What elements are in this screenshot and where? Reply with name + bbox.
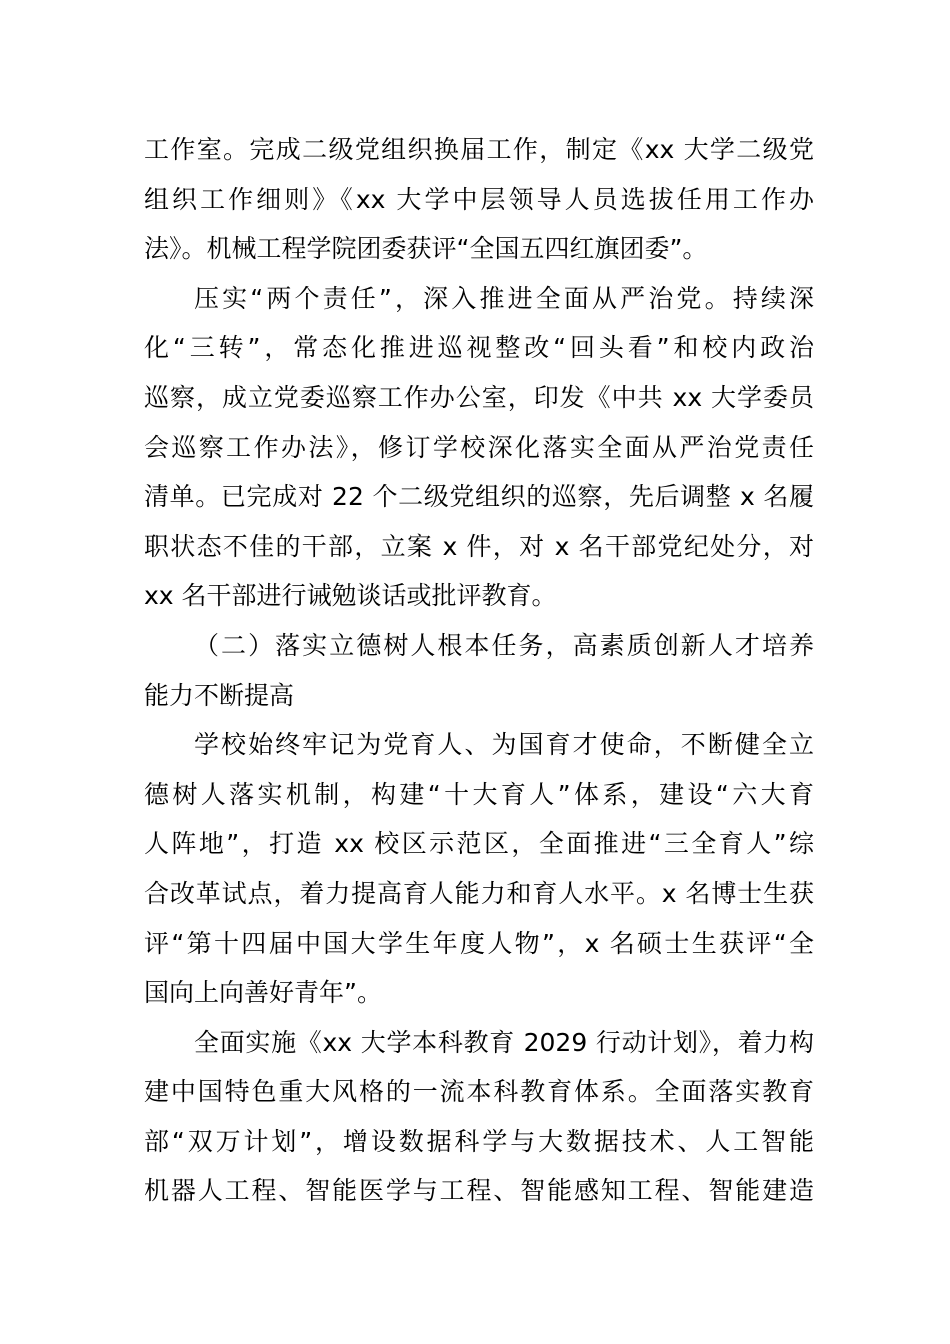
- text-line: 清单。已完成对 22 个二级党组织的巡察，先后调整 x 名履: [144, 482, 814, 512]
- text-line: 评“第十四届中国大学生年度人物”，x 名硕士生获评“全: [144, 928, 814, 958]
- text-line: 全面实施《xx 大学本科教育 2029 行动计划》，着力构: [194, 1027, 814, 1057]
- text-line: 建中国特色重大风格的一流本科教育体系。全面落实教育: [144, 1077, 814, 1107]
- section-heading-line: 能力不断提高: [144, 680, 295, 710]
- text-line: 压实“两个责任”，深入推进全面从严治党。持续深: [194, 283, 814, 313]
- text-line: 部“双万计划”，增设数据科学与大数据技术、人工智能: [144, 1126, 814, 1156]
- text-line: 人阵地”，打造 xx 校区示范区，全面推进“三全育人”综: [144, 829, 814, 859]
- section-heading-line: （二）落实立德树人根本任务，高素质创新人才培养: [194, 630, 814, 660]
- text-line: 法》。机械工程学院团委获评“全国五四红旗团委”。: [144, 234, 708, 264]
- text-line: 化“三转”，常态化推进巡视整改“回头看”和校内政治: [144, 333, 814, 363]
- text-line: 巡察，成立党委巡察工作办公室，印发《中共 xx 大学委员: [144, 382, 814, 412]
- text-line: 国向上向善好青年”。: [144, 978, 382, 1008]
- text-line: 合改革试点，着力提高育人能力和育人水平。x 名博士生获: [144, 878, 814, 908]
- text-line: 德树人落实机制，构建“十大育人”体系，建设“六大育: [144, 779, 814, 809]
- text-line: 职状态不佳的干部，立案 x 件，对 x 名干部党纪处分，对: [144, 531, 814, 561]
- text-line: 学校始终牢记为党育人、为国育才使命，不断健全立: [194, 730, 814, 760]
- text-line: 工作室。完成二级党组织换届工作，制定《xx 大学二级党: [144, 135, 814, 164]
- text-line: 机器人工程、智能医学与工程、智能感知工程、智能建造: [144, 1176, 814, 1206]
- text-line: 组织工作细则》《xx 大学中层领导人员选拔任用工作办: [144, 184, 814, 214]
- body-text: [144, 125, 814, 1216]
- text-line: xx 名干部进行诫勉谈话或批评教育。: [144, 581, 557, 611]
- text-line: 会巡察工作办法》，修订学校深化落实全面从严治党责任: [144, 432, 814, 462]
